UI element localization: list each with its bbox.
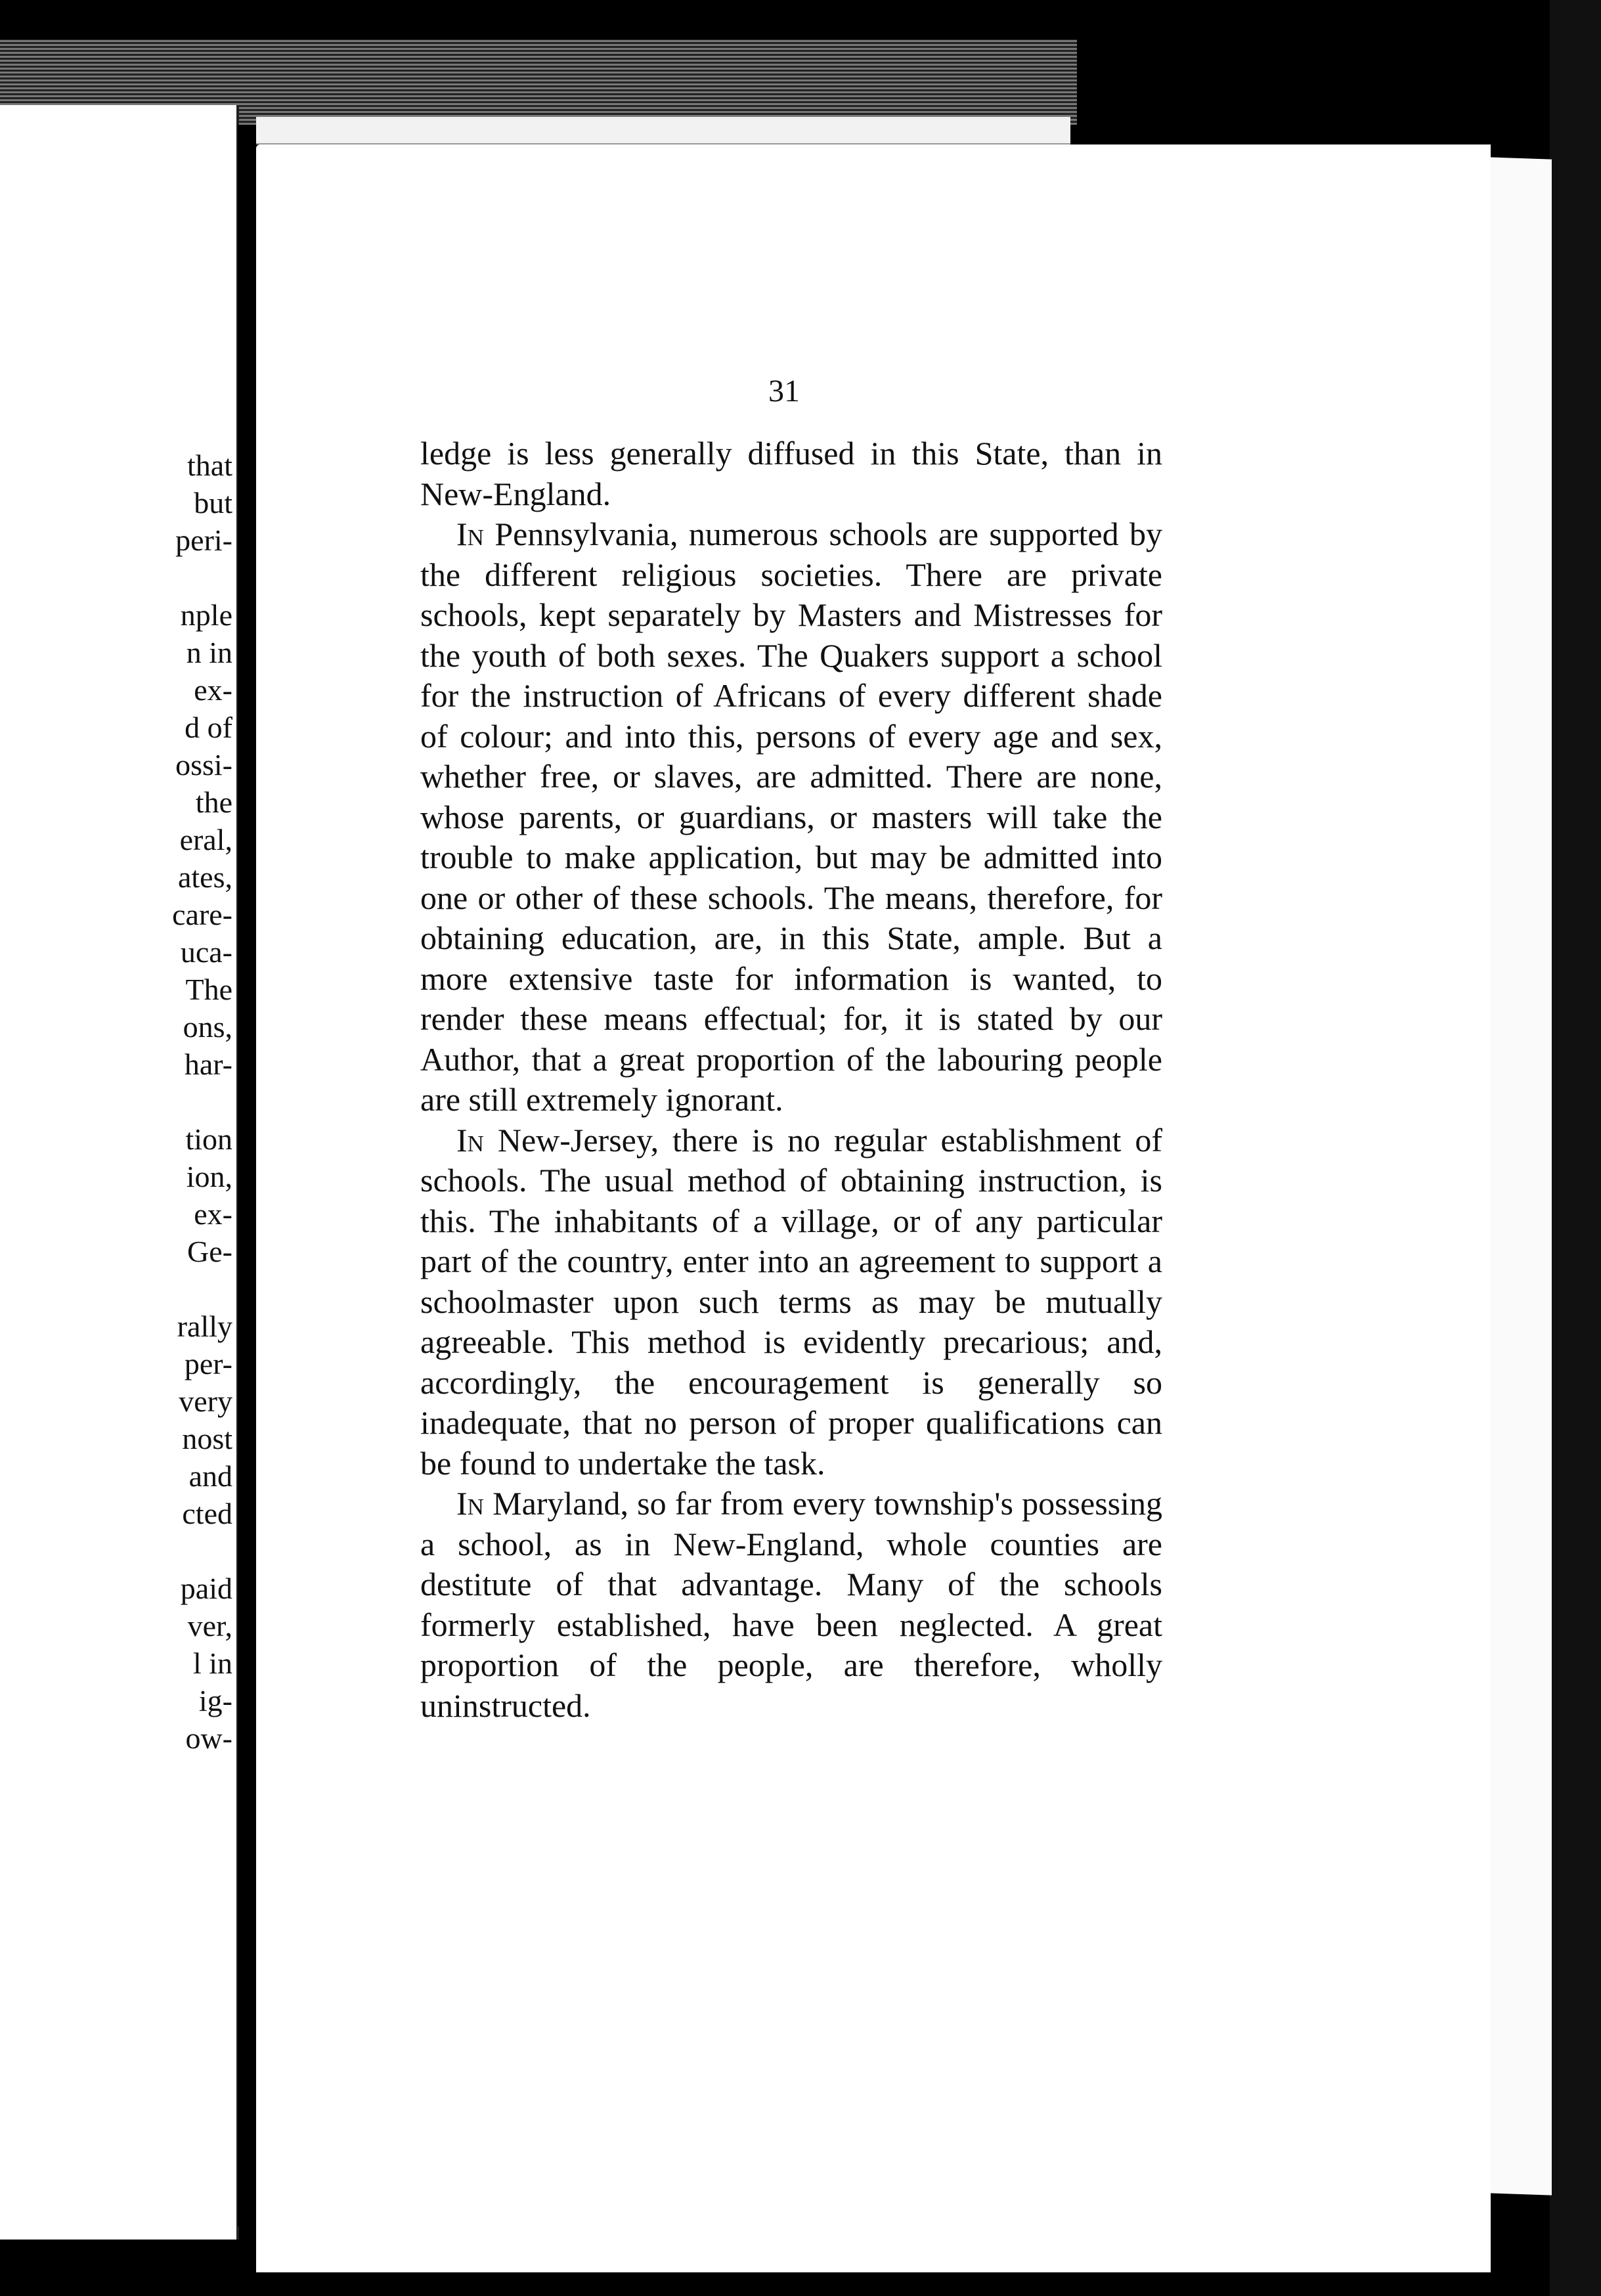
paragraph-continuation: [420, 433, 1162, 514]
facing-page-fragment: [172, 1270, 232, 1308]
facing-page-fragment: cted: [182, 1497, 232, 1530]
facing-page-fragment: Ge-: [187, 1235, 232, 1268]
facing-page-fragment: ons,: [183, 1010, 232, 1044]
facing-page-fragment: and: [188, 1459, 232, 1493]
top-sheet-edge: [256, 117, 1070, 144]
paragraph-text: Maryland, so far from every township's possessing a school, as in New-England, whole counties are destitute of that advantage. Many of the schools formerly established, have been neglected. A great proportion of the people, are therefore, wholly uninstructed.: [420, 1485, 1162, 1724]
facing-page-fragment: ow-: [185, 1721, 232, 1755]
facing-page-fragment: peri-: [175, 523, 232, 557]
facing-page-fragment: har-: [184, 1048, 232, 1081]
facing-page-fragment: tion: [185, 1122, 232, 1156]
facing-page-fragment: ion,: [186, 1160, 232, 1193]
facing-page-fragment: rally: [177, 1310, 232, 1343]
facing-page-fragment: paid: [180, 1572, 232, 1605]
paragraph-maryland: [420, 1484, 1162, 1726]
facing-page-fragment: ossi-: [175, 748, 232, 782]
paragraph-text: Pennsylvania, numerous schools are supported by the different religious societies. There are private schools, kept separately by Masters and Mistresses for the youth of both sexes. The Quakers support a school for the instruction of Africans of every different shade of colour; and into this, persons of every age and sex, whether free, or slaves, are admitted. There are none, whose parents, or guardians, or masters will take the trouble to make application, but may be admitted into one or other of these schools. The means, therefore, for obtaining education, are, in this State, ample. But a more extensive taste for information is wanted, to render these means effectual; for, it is stated by our Author, that a great proportion of the labouring people are still extremely ignorant.: [420, 516, 1162, 1118]
facing-page-fragment: [172, 1083, 232, 1120]
paragraph-new-jersey: [420, 1120, 1162, 1484]
page-number: 31: [768, 374, 800, 408]
scan-border: [1550, 0, 1601, 2296]
paragraph-lead: In: [456, 1485, 484, 1522]
facing-page-fragment: n in: [186, 636, 232, 669]
facing-page-fragment: ex-: [194, 673, 232, 707]
facing-page-fragment: l in: [192, 1646, 232, 1680]
facing-page-fragment: ates,: [177, 860, 232, 894]
paragraph-lead: In: [456, 516, 484, 552]
facing-page-fragment: nple: [180, 598, 232, 632]
facing-page-fragment: that: [187, 449, 232, 482]
facing-page-fragment: [172, 1532, 232, 1570]
facing-page-left: [0, 105, 239, 2240]
facing-page-fragment: care-: [172, 898, 232, 931]
facing-page-fragment: The: [185, 973, 232, 1006]
facing-page-fragment: d of: [185, 711, 232, 744]
facing-page-fragment: per-: [184, 1347, 232, 1380]
facing-page-fragment: but: [194, 486, 232, 519]
facing-page-fragment: nost: [182, 1422, 232, 1455]
page-gutter: [238, 125, 257, 2226]
paragraph-text: New-Jersey, there is no regular establishment of schools. The usual method of obtaining instruction, is this. The inhabitants of a village, or of any particular part of the country, enter into an agreement to support a schoolmaster upon such terms as may be mutually agreeable. This method is evidently precarious; and, accordingly, the encouragement is generally so inadequate, that no person of proper qualifications can be found to undertake the task.: [420, 1121, 1162, 1482]
paragraph-pennsylvania: [420, 514, 1162, 1120]
facing-page-fragment: ver,: [187, 1609, 232, 1643]
facing-page-fragment: very: [179, 1384, 232, 1418]
body-text: [420, 433, 1162, 1726]
facing-page-text-fragments: [172, 447, 232, 1757]
facing-page-fragment: [172, 559, 232, 596]
facing-page-fragment: the: [195, 785, 232, 819]
facing-page-fragment: ex-: [194, 1197, 232, 1231]
paragraph-lead: In: [456, 1121, 484, 1159]
facing-page-fragment: ig-: [198, 1684, 232, 1717]
paragraph-text: ledge is less generally diffused in this State, than in New-England.: [420, 435, 1162, 512]
facing-page-fragment: eral,: [179, 823, 232, 856]
facing-page-fragment: uca-: [180, 935, 232, 969]
